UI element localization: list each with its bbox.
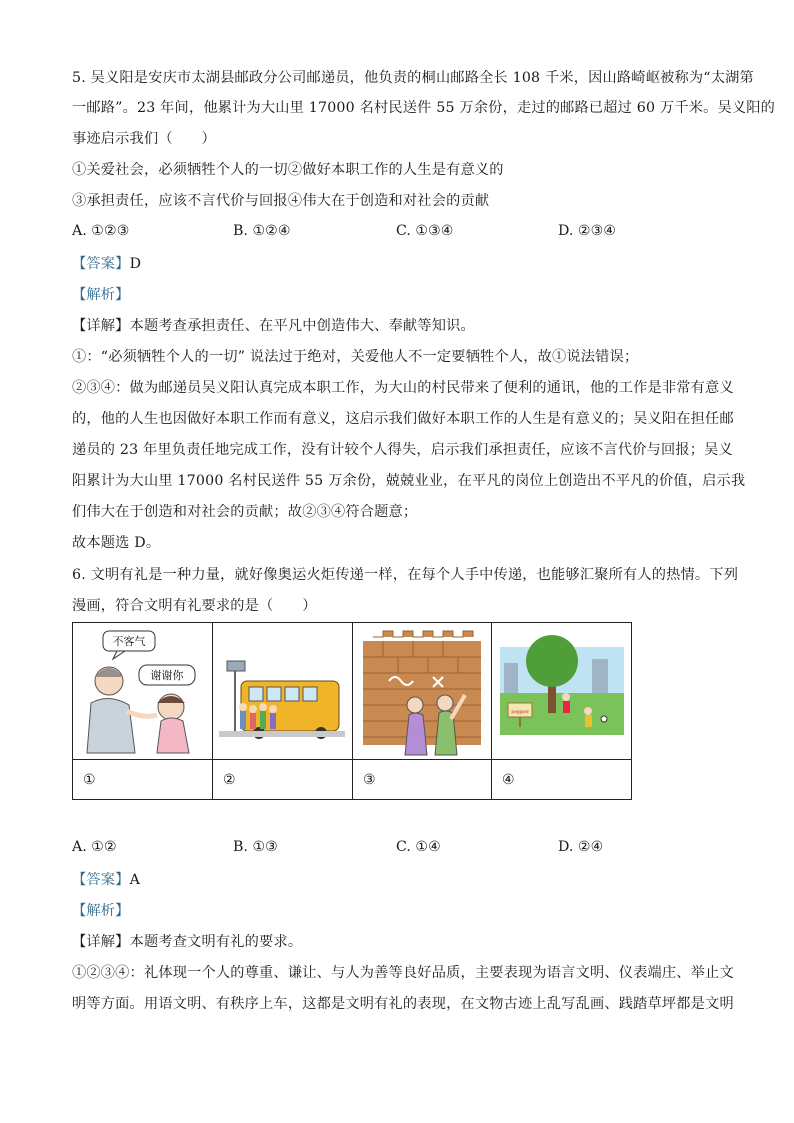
q5-explanation-7: 故本题选 D。 xyxy=(72,535,161,551)
q5-explanation-4: 递员的 23 年里负责任地完成工作，没有计较个人得失，启示我们承担责任，应该不言代价与回报；吴义 xyxy=(72,442,733,458)
q6-option-c[interactable]: C. ①④ xyxy=(396,839,441,855)
q5-answer-line xyxy=(72,254,732,274)
q6-stem-line-2: 漫画，符合文明有礼要求的是（ ） xyxy=(72,598,317,614)
q5-options xyxy=(72,223,732,243)
q6-answer-line xyxy=(72,870,732,890)
q6-detail-tag: 【详解】 xyxy=(72,934,130,950)
q5-answer-tag: 【答案】 xyxy=(72,256,130,272)
cell-number-1: ① xyxy=(83,772,96,788)
q5-stem-line-2: 一邮路”。23 年间，他累计为大山里 17000 名村民送件 55 万余份，走过的邮路已超过 60 万千米。吴义阳的 xyxy=(72,100,776,116)
bubble-bukeqi: 不客气 xyxy=(112,635,146,648)
q6-stem-line-1: 6. 文明有礼是一种力量，就好像奥运火炬传递一样，在每个人手中传递，也能够汇聚所有人的热情。下列 xyxy=(72,567,739,583)
q5-analysis-label: 【解析】 xyxy=(72,287,130,303)
q6-options xyxy=(72,839,732,859)
cartoon-bus-queue xyxy=(213,623,352,759)
bubble-xiexieni: 谢谢你 xyxy=(150,669,184,682)
cell-number-2: ② xyxy=(223,772,236,788)
q6-explanation-2: 明等方面。用语文明、有秩序上车，这都是文明有礼的表现，在文物古迹上乱写乱画、践踏草坪都是文明 xyxy=(72,996,734,1012)
q5-option-c[interactable]: C. ①③④ xyxy=(396,223,454,239)
cell-number-4: ④ xyxy=(502,772,515,788)
q6-option-d[interactable]: D. ②④ xyxy=(558,839,604,855)
q5-stem-line-1: 5. 吴义阳是安庆市太湖县邮政分公司邮递员，他负责的桐山邮路全长 108 千米，因山路崎岖被称为“太湖第 xyxy=(72,70,754,86)
cartoon-polite-words xyxy=(73,623,212,759)
q5-explanation-1: ①：“必须牺牲个人的一切” 说法过于绝对，关爱他人不一定要牺牲个人，故①说法错误； xyxy=(72,349,639,365)
q6-answer-value: A xyxy=(129,872,141,888)
q5-statement-1: ①关爱社会，必须牺牲个人的一切②做好本职工作的人生是有意义的 xyxy=(72,162,504,178)
q5-analysis-tag xyxy=(72,285,732,305)
q5-statement-2: ③承担责任，应该不言代价与回报④伟大在于创造和对社会的贡献 xyxy=(72,193,490,209)
q6-explanation-1: ①②③④：礼体现一个人的尊重、谦让、与人为善等良好品质，主要表现为语言文明、仪表端庄、举止文 xyxy=(72,965,734,981)
q6-option-a[interactable]: A. ①② xyxy=(72,839,117,855)
q5-answer-value: D xyxy=(129,256,142,272)
cartoon-table xyxy=(72,622,632,800)
q5-option-d[interactable]: D. ②③④ xyxy=(558,223,617,239)
q6-detail-line xyxy=(72,932,732,952)
table-divider xyxy=(73,759,631,760)
q5-detail-tag: 【详解】 xyxy=(72,318,130,334)
lawn-sign-text: 请勿践踏草坪 xyxy=(510,710,530,714)
q5-explanation-3: 的，他的人生也因做好本职工作而有意义，这启示我们做好本职工作的人生是有意义的；吴义阳在担任邮 xyxy=(72,411,734,427)
q5-option-b[interactable]: B. ①②④ xyxy=(233,223,291,239)
q6-option-b[interactable]: B. ①③ xyxy=(233,839,278,855)
q6-answer-tag: 【答案】 xyxy=(72,872,130,888)
cartoon-lawn-trample xyxy=(492,623,630,759)
cartoon-graffiti-wall xyxy=(353,623,491,759)
q5-stem-line-3: 事迹启示我们（ ） xyxy=(72,131,216,147)
q6-analysis-label: 【解析】 xyxy=(72,903,130,919)
q5-explanation-6: 们伟大在于创造和对社会的贡献；故②③④符合题意； xyxy=(72,504,418,520)
q5-option-a[interactable]: A. ①②③ xyxy=(72,223,130,239)
q5-explanation-2: ②③④：做为邮递员吴义阳认真完成本职工作，为大山的村民带来了便利的通讯，他的工作是非常有意义 xyxy=(72,380,734,396)
cell-number-3: ③ xyxy=(363,772,376,788)
q5-detail-line xyxy=(72,316,732,336)
q6-detail-intro: 本题考查文明有礼的要求。 xyxy=(129,934,303,950)
q5-explanation-5: 阳累计为大山里 17000 名村民送件 55 万余份，兢兢业业，在平凡的岗位上创造出不平凡的价值，启示我 xyxy=(72,473,746,489)
q5-detail-intro: 本题考查承担责任、在平凡中创造伟大、奉献等知识。 xyxy=(129,318,475,334)
q6-analysis-tag xyxy=(72,901,732,921)
